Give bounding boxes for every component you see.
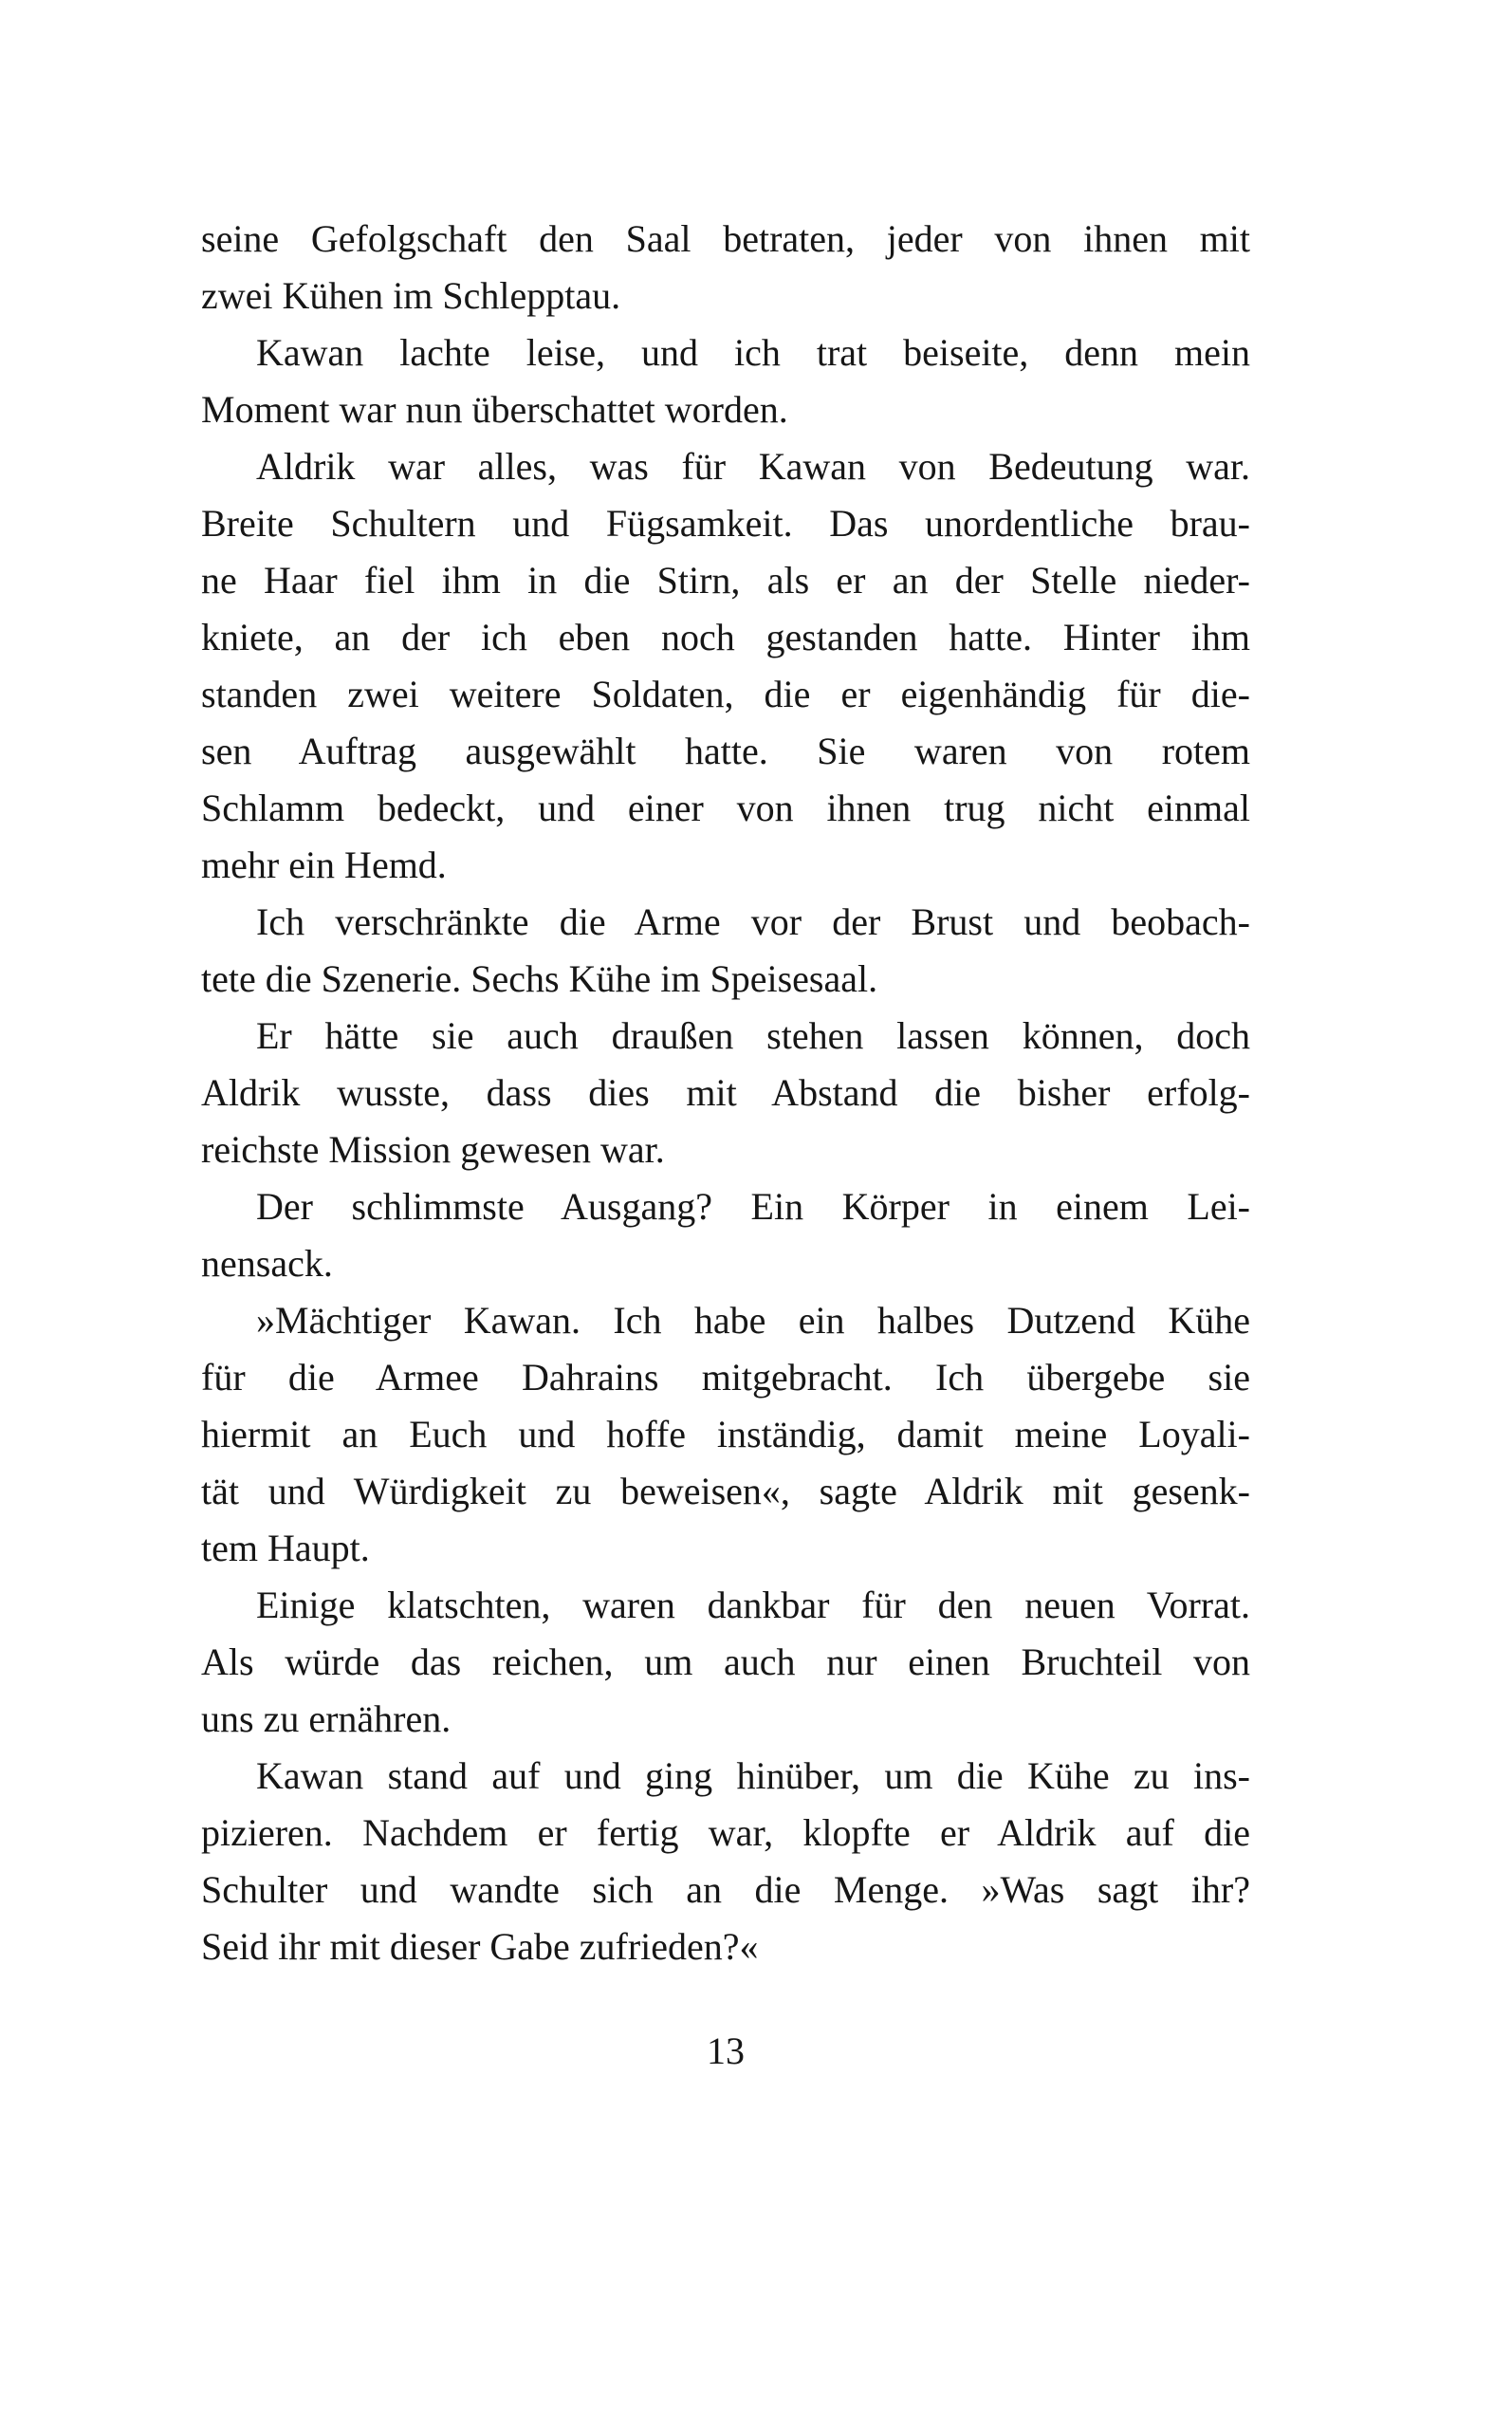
text-line: Aldrik wusste, dass dies mit Abstand die bisher erfolg- [201,1071,1250,1114]
paragraph [201,438,1250,894]
paragraph [201,1008,1250,1178]
text-line: tem Haupt. [201,1527,370,1569]
text-line: tät und Würdigkeit zu beweisen«, sagte Aldrik mit gesenk- [201,1470,1250,1512]
text-line: tete die Szenerie. Sechs Kühe im Speisesaal. [201,957,878,1000]
text-line: Moment war nun überschattet worden. [201,388,788,431]
text-line: Er hätte sie auch draußen stehen lassen können, doch [256,1014,1250,1057]
text-line: kniete, an der ich eben noch gestanden hatte. Hinter ihm [201,616,1250,658]
text-line: hiermit an Euch und hoffe inständig, damit meine Loyali- [201,1413,1250,1455]
paragraph [201,211,1250,324]
text-line: ne Haar fiel ihm in die Stirn, als er an der Stelle nieder- [201,559,1250,602]
text-line: Aldrik war alles, was für Kawan von Bedeutung war. [256,445,1250,488]
text-line: Breite Schultern und Fügsamkeit. Das unordentliche brau- [201,502,1250,545]
text-line: uns zu ernähren. [201,1697,452,1740]
text-line: seine Gefolgschaft den Saal betraten, jeder von ihnen mit [201,217,1250,260]
text-line: mehr ein Hemd. [201,843,447,886]
text-line: zwei Kühen im Schlepptau. [201,274,621,317]
text-line: Schlamm bedeckt, und einer von ihnen trug nicht einmal [201,787,1250,829]
text-line: Der schlimmste Ausgang? Ein Körper in einem Lei- [256,1185,1250,1228]
paragraph [201,324,1250,438]
paragraph [201,1748,1250,1975]
text-line: Seid ihr mit dieser Gabe zufrieden?« [201,1925,759,1968]
text-line: reichste Mission gewesen war. [201,1128,665,1171]
text-line: nensack. [201,1242,333,1285]
text-line: Kawan lachte leise, und ich trat beiseite, denn mein [256,331,1250,374]
text-line: Als würde das reichen, um auch nur einen Bruchteil von [201,1640,1250,1683]
paragraph [201,1577,1250,1748]
text-line: sen Auftrag ausgewählt hatte. Sie waren von rotem [201,730,1250,772]
text-line: Schulter und wandte sich an die Menge. »Was sagt ihr? [201,1868,1250,1911]
text-block [201,211,1250,2080]
text-line: Ich verschränkte die Arme vor der Brust und beobach- [256,900,1250,943]
paragraph [201,1178,1250,1292]
text-line: »Mächtiger Kawan. Ich habe ein halbes Dutzend Kühe [256,1299,1250,1342]
text-line: pizieren. Nachdem er fertig war, klopfte er Aldrik auf die [201,1811,1250,1854]
paragraph [201,894,1250,1008]
text-line: Einige klatschten, waren dankbar für den neuen Vorrat. [256,1584,1250,1626]
text-line: für die Armee Dahrains mitgebracht. Ich übergebe sie [201,1356,1250,1399]
page-number: 13 [707,2029,745,2072]
text-line: Kawan stand auf und ging hinüber, um die Kühe zu ins- [256,1754,1250,1797]
text-line: standen zwei weitere Soldaten, die er eigenhändig für die- [201,673,1250,715]
paragraph [201,1292,1250,1577]
